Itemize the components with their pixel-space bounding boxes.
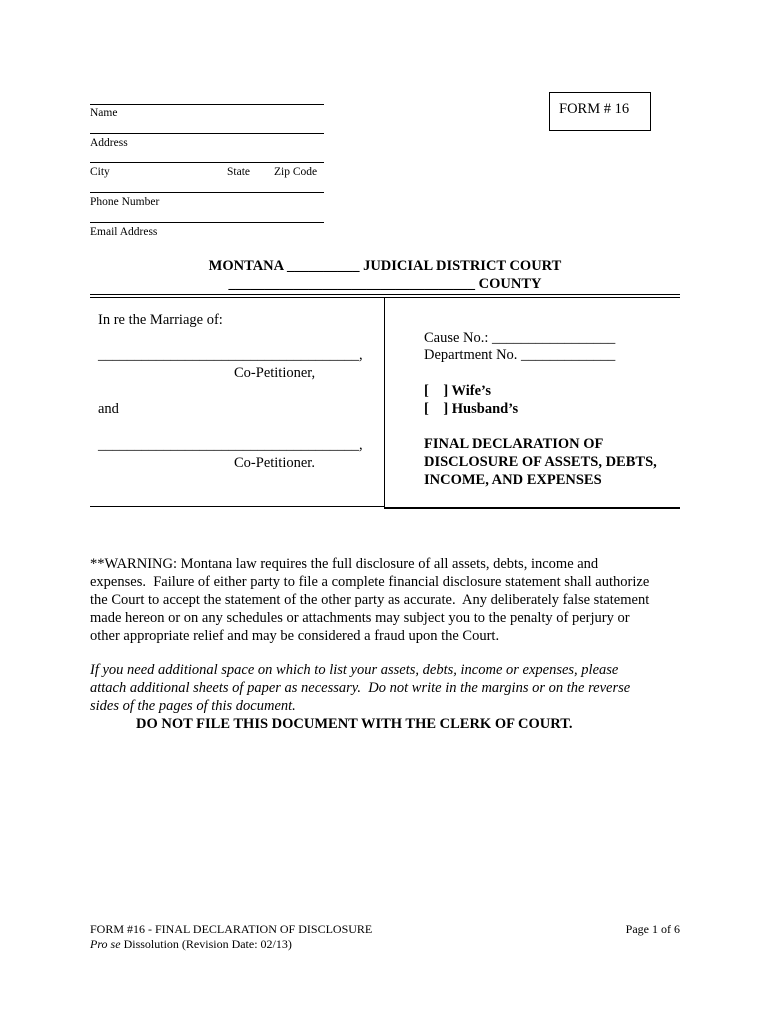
footer-pro-se: Pro se <box>90 937 121 951</box>
caption-divider <box>384 297 385 507</box>
warning-line-1: **WARNING: Montana law requires the full disclosure of all assets, debts, income and <box>90 556 599 572</box>
footer-page-number: Page 1 of 6 <box>625 922 680 936</box>
phone-label: Phone Number <box>90 196 160 208</box>
address-label: Address <box>90 137 128 149</box>
email-line[interactable] <box>90 222 324 223</box>
warning-line-3: the Court to accept the statement of the other party as accurate. Any deliberately false statement <box>90 592 650 608</box>
caption-top-rule <box>90 294 680 295</box>
footer-revision <box>90 937 292 952</box>
caption-bottom-rule-left <box>90 506 385 507</box>
phone-line[interactable] <box>90 192 324 193</box>
do-not-file-notice: DO NOT FILE THIS DOCUMENT WITH THE CLERK OF COURT. <box>136 716 573 732</box>
wifes-checkbox[interactable]: [ ] Wife’s <box>424 383 491 399</box>
department-number-field[interactable]: Department No. _____________ <box>424 347 616 363</box>
husbands-checkbox[interactable]: [ ] Husband’s <box>424 401 519 417</box>
city-state-zip-line[interactable] <box>90 162 324 163</box>
caption-top-rule-2 <box>90 297 680 298</box>
email-label: Email Address <box>90 226 158 238</box>
name-label: Name <box>90 107 118 119</box>
instructions-line-1: If you need additional space on which to list your assets, debts, income or expenses, please <box>90 662 619 678</box>
copetitioner-2-label: Co-Petitioner. <box>234 455 315 471</box>
copetitioner-1-label: Co-Petitioner, <box>234 365 316 381</box>
warning-line-5: other appropriate relief and may be considered a fraud upon the Court. <box>90 628 500 644</box>
footer-form-title: FORM #16 - FINAL DECLARATION OF DISCLOSURE <box>90 922 373 936</box>
document-title-line-2: DISCLOSURE OF ASSETS, DEBTS, <box>424 454 657 470</box>
city-label: City <box>90 166 110 178</box>
document-title-line-3: INCOME, AND EXPENSES <box>424 472 602 488</box>
copetitioner-2-name-field[interactable]: ____________________________________, <box>98 437 363 453</box>
form-number-box: FORM # 16 <box>549 92 651 131</box>
cause-number-field[interactable]: Cause No.: _________________ <box>424 330 616 346</box>
instructions-line-2: attach additional sheets of paper as necessary. Do not write in the margins or on the reverse <box>90 680 631 696</box>
footer-revision-text: Dissolution (Revision Date: 02/13) <box>120 937 292 951</box>
and-label: and <box>98 401 119 417</box>
court-county: __________________________________ COUNTY <box>228 276 542 292</box>
caption-bottom-rule-right <box>384 507 680 509</box>
zip-label: Zip Code <box>274 166 318 178</box>
warning-line-4: made hereon or on any schedules or attachments may subject you to the penalty of perjury or <box>90 610 630 626</box>
copetitioner-1-name-field[interactable]: ____________________________________, <box>98 347 363 363</box>
instructions-line-3: sides of the pages of this document. <box>90 698 296 714</box>
address-line[interactable] <box>90 133 324 134</box>
in-re-marriage-label: In re the Marriage of: <box>98 312 223 328</box>
document-title-line-1: FINAL DECLARATION OF <box>424 436 604 452</box>
court-name: MONTANA __________ JUDICIAL DISTRICT COURT <box>208 258 562 274</box>
name-line[interactable] <box>90 104 324 105</box>
warning-line-2: expenses. Failure of either party to file a complete financial disclosure statement shall authorize <box>90 574 650 590</box>
state-label: State <box>227 166 250 178</box>
